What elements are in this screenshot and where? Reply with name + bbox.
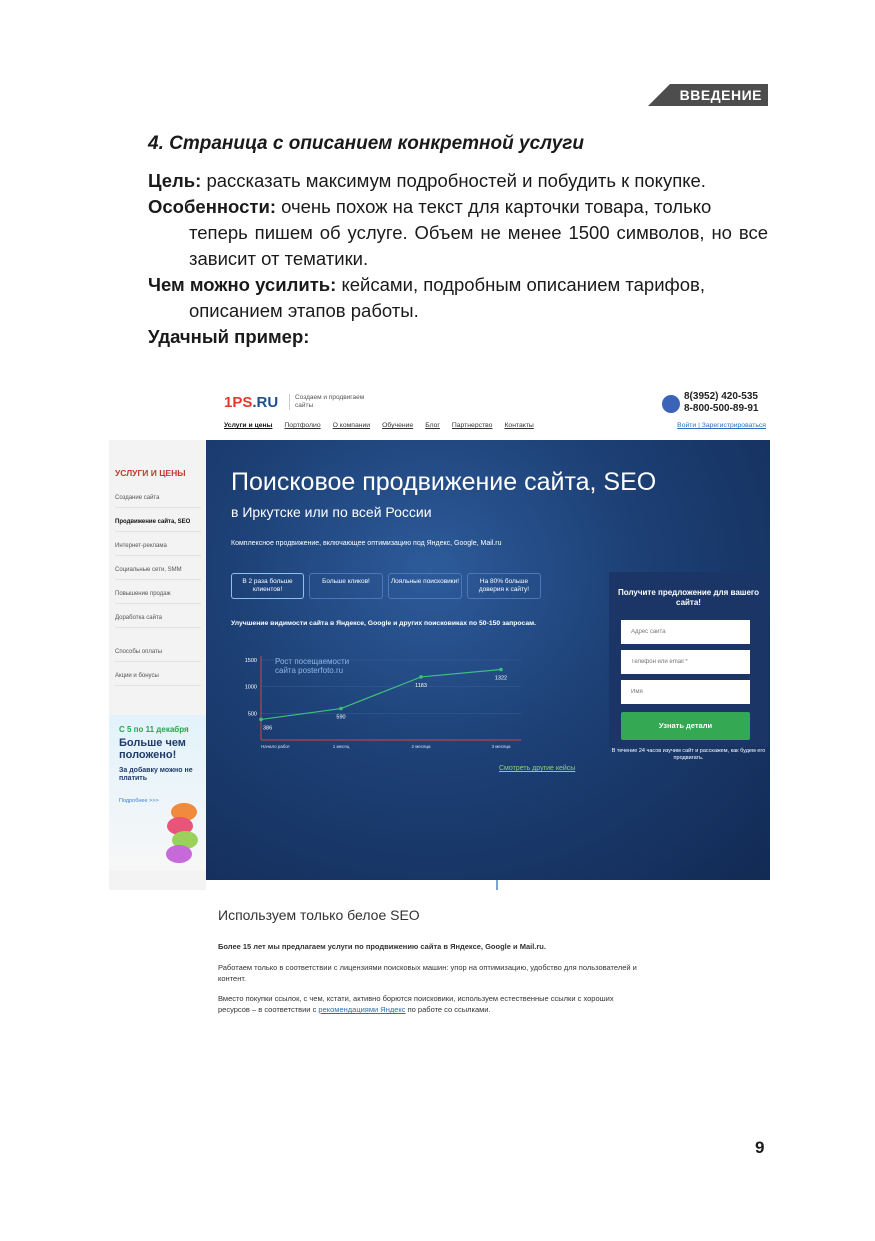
chart-x-tick-label: 1 месяц (332, 744, 350, 749)
section-tab-label: ВВЕДЕНИЕ (679, 87, 762, 103)
chart-point (339, 707, 343, 711)
traffic-chart (231, 650, 531, 760)
chart-y-tick-label: 1000 (244, 684, 257, 691)
sidebar-item[interactable]: Социальные сети, SMM (115, 567, 201, 580)
benefit-tab[interactable]: Лояльные поисковики! (388, 573, 462, 599)
hero-subtitle: в Иркутске или по всей России (231, 504, 432, 520)
hero-title: Поисковое продвижение сайта, SEO (231, 468, 657, 496)
features-text-2: теперь пишем об услуге. Объем не менее 1500 символов, но все зависит от тематики. (189, 222, 768, 269)
promo-more-link[interactable]: Подробнее >>> (119, 798, 159, 804)
chart-x-tick-label: 3 месяца (491, 744, 511, 749)
ice-cream-icon (166, 845, 192, 863)
sidebar-item-active[interactable]: Продвижение сайта, SEO (115, 519, 201, 532)
white-seo-p3: Вместо покупки ссылок, с чем, кстати, активно борются поисковики, используем естественные ссылки с хороших ресурсов – в соответствии с рекомендациями Яндекс по работе со ссылками. (218, 994, 614, 1014)
sidebar-item[interactable]: Способы оплаты (115, 649, 201, 662)
chart-points (259, 668, 507, 732)
benefit-tab[interactable]: Больше кликов! (309, 573, 383, 599)
lead-form (609, 572, 768, 761)
promo-dates: С 5 по 11 декабря (119, 725, 189, 734)
promo-sub: За добавку можно не платить (119, 767, 193, 782)
chart-y-tick-label: 1500 (244, 658, 257, 664)
sidebar-item[interactable]: Создание сайта (115, 495, 201, 508)
nav-services[interactable]: Услуги и цены (224, 422, 273, 429)
benefit-tab[interactable]: В 2 раза больше клиентов! (231, 573, 304, 599)
hero-description: Комплексное продвижение, включающее оптимизацию под Яндекс, Google, Mail.ru (231, 540, 502, 547)
chart-y-ticks (245, 658, 257, 717)
enhance-text-2: описанием этапов работы. (189, 300, 419, 321)
phone-2: 8-800-500-89-91 (684, 403, 759, 414)
promo-banner[interactable] (109, 715, 206, 870)
nav-contacts[interactable]: Контакты (504, 422, 534, 429)
example-label: Удачный пример: (148, 326, 310, 347)
nav-about[interactable]: О компании (332, 422, 371, 429)
chart-y-tick-label: 500 (247, 711, 257, 718)
sidebar-title: УСЛУГИ И ЦЕНЫ (115, 468, 186, 478)
chart-series-line (261, 669, 501, 719)
goal-text: рассказать максимум подробностей и побудить к покупке. (206, 170, 706, 191)
scroll-indicator (496, 880, 498, 890)
enhance-text-1: кейсами, подробным описанием тарифов, (341, 274, 706, 295)
sidebar-item[interactable]: Акции и бонусы (115, 673, 201, 686)
page-number: 9 (755, 1138, 765, 1157)
goal-paragraph (148, 168, 768, 194)
site-header (206, 380, 770, 441)
visibility-text: Улучшение видимости сайта в Яндексе, Google и других поисковиках по 50-150 запросам. (231, 620, 537, 627)
white-seo-p2: Работаем только в соответствии с лицензиями поисковых машин: упор на оптимизацию, удобство для пользователей и контент. (218, 963, 637, 983)
site-tagline: Создаем и продвигаем сайты (289, 394, 375, 410)
chart-x-tick-label: Начало работ (261, 744, 290, 749)
website-screenshot (109, 380, 770, 890)
contact-input[interactable] (621, 650, 750, 674)
nav-portfolio[interactable]: Портфолио (284, 422, 321, 429)
features-label: Особенности: (148, 196, 276, 217)
hero-banner (206, 440, 770, 880)
features-text-1: очень похож на текст для карточки товара, только (281, 196, 712, 217)
chart-x-tick-label: 2 месяца (411, 744, 431, 749)
chart-point (259, 718, 263, 722)
form-title: Получите предложение для вашего сайта! (618, 588, 759, 607)
white-seo-p1: Более 15 лет мы предлагаем услуги по продвижению сайта в Яндексе, Google и Mail.ru. (218, 942, 546, 951)
chart-title: Рост посещаемости сайта posterfoto.ru (275, 657, 350, 675)
enhance-paragraph (148, 272, 768, 324)
submit-button[interactable]: Узнать детали (621, 712, 750, 740)
section-heading: 4. Страница с описанием конкретной услуги (148, 133, 585, 154)
nav-blog[interactable]: Блог (425, 422, 440, 429)
sidebar-item[interactable]: Доработка сайта (115, 615, 201, 628)
chart-data-label: 1183 (415, 682, 427, 689)
promo-headline: Больше чем положено! (119, 737, 186, 761)
features-paragraph (148, 194, 768, 272)
nav-training[interactable]: Обучение (382, 422, 414, 429)
chart-x-ticks (261, 744, 511, 749)
chart-data-label: 1322 (494, 675, 508, 682)
example-paragraph (148, 324, 768, 350)
chart-point (499, 668, 503, 672)
section-tab (648, 84, 768, 106)
chart-data-label: 386 (263, 725, 273, 732)
nav-partners[interactable]: Партнерство (451, 422, 493, 429)
phone-numbers (684, 391, 759, 415)
sidebar-item[interactable]: Повышение продаж (115, 591, 201, 604)
phone-icon (662, 395, 680, 413)
top-nav (224, 422, 546, 429)
site-logo[interactable]: 1PS.RU (224, 394, 279, 411)
site-address-input[interactable] (621, 620, 750, 644)
enhance-label: Чем можно усилить: (148, 274, 337, 295)
chart-point (419, 675, 423, 679)
login-link[interactable]: Войти | Зарегистрироваться (677, 422, 766, 429)
sidebar-item[interactable]: Интернет-реклама (115, 543, 201, 556)
form-note: В течение 24 часов изучим сайт и расскажем, как будем его продвигать. (611, 748, 766, 761)
benefit-tab[interactable]: На 80% больше доверия к сайту! (467, 573, 541, 599)
white-seo-title: Используем только белое SEO (218, 907, 420, 923)
name-input[interactable] (621, 680, 750, 704)
cases-link[interactable]: Смотреть другие кейсы (499, 765, 576, 772)
goal-label: Цель: (148, 170, 202, 191)
phone-1: 8(3952) 420-535 (684, 391, 758, 402)
yandex-recommendations-link[interactable]: рекомендациями Яндекс (318, 1005, 406, 1014)
chart-data-label: 590 (336, 714, 346, 721)
